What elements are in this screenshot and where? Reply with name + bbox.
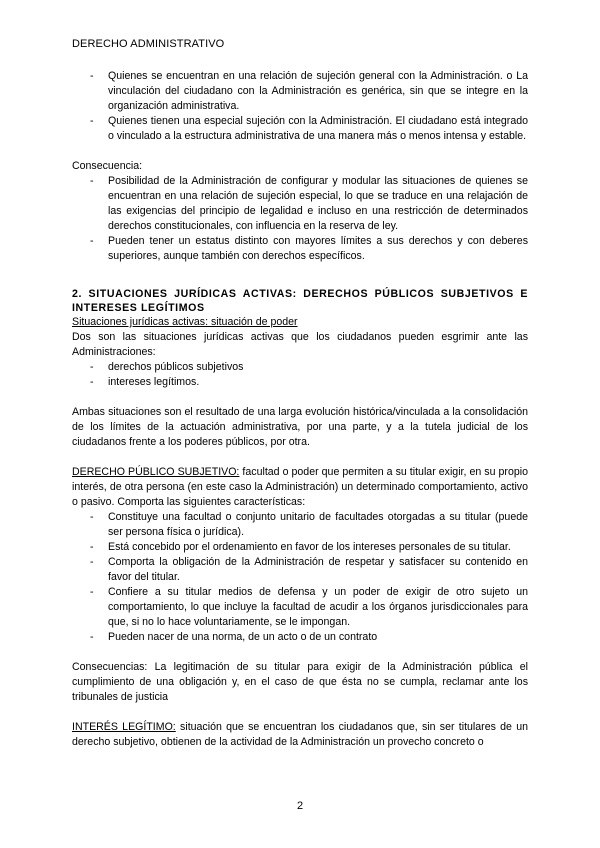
list-item: - Confiere a su titular medios de defensa y un poder de exigir de otro sujeto un comportamiento, lo que incluye la facultad de acudir a los órganos jurisdiccionales para que, si no lo hace voluntariamente, se le impongan. <box>72 585 528 630</box>
consecuencias-paragraph: Consecuencias: La legitimación de su titular para exigir de la Administración pública el cumplimiento de una obligación y, en el caso de que ésta no se cumpla, reclamar ante los tribunales de justicia <box>72 661 528 703</box>
running-header: DERECHO ADMINISTRATIVO <box>72 38 225 50</box>
consecuencia-list <box>72 174 528 264</box>
list-item: - Quienes tienen una especial sujeción con la Administración. El ciudadano está integrado o vinculado a la estructura administrativa de una manera más o menos intensa y estable. <box>72 114 528 144</box>
subheading: Situaciones jurídicas activas: situación de poder <box>72 316 298 328</box>
derecho-paragraph <box>72 465 528 510</box>
list-item: - Constituye una facultad o conjunto unitario de facultades otorgadas a su titular (puede ser persona física o jurídica). <box>72 510 528 540</box>
list-item: - Pueden nacer de una norma, de un acto o de un contrato <box>72 630 528 645</box>
list-item: - Quienes se encuentran en una relación de sujeción general con la Administración. o La vinculación del ciudadano con la Administración es genérica, sin que se integre en la organización administrativa. <box>72 69 528 114</box>
situations-list <box>72 360 528 390</box>
page-content <box>72 69 528 750</box>
derecho-term: DERECHO PÚBLICO SUBJETIVO: <box>72 466 240 478</box>
interes-term: INTERÉS LEGÍTIMO: <box>72 721 176 733</box>
list-item: - Posibilidad de la Administración de configurar y modular las situaciones de quienes se encuentran en una relación de sujeción especial, lo que se traduce en una relajación de las exigencias del principio de legalidad e incluso en una restricción de determinados derechos constitucionales, con influencia en la reserva de ley. <box>72 174 528 234</box>
section-heading: 2. SITUACIONES JURÍDICAS ACTIVAS: DERECHOS PÚBLICOS SUBJETIVOS E INTERESES LEGÍTIMOS <box>72 288 528 314</box>
consecuencia-label: Consecuencia: <box>72 160 143 172</box>
list-item: - Pueden tener un estatus distinto con mayores límites a sus derechos y con deberes superiores, aunque también con derechos específicos. <box>72 234 528 264</box>
list-item: - Está concebido por el ordenamiento en favor de los intereses personales de su titular. <box>72 540 528 555</box>
interes-definition: situación que se encuentran los ciudadanos que, sin ser titulares de un derecho subjetivo, obtienen de la actividad de la Administración un provecho concreto o <box>72 721 529 748</box>
list-item: - derechos públicos subjetivos <box>72 360 528 375</box>
derecho-definition: facultad o poder que permiten a su titular exigir, en su propio interés, de otra persona (en este caso la Administración) un determinado comportamiento, activo o pasivo. Comporta las siguientes características: <box>72 466 528 508</box>
intro-paragraph: Dos son las situaciones jurídicas activas que los ciudadanos pueden esgrimir ante las Administraciones: <box>72 331 528 358</box>
list-item: - Comporta la obligación de la Administración de respetar y satisfacer su contenido en favor del titular. <box>72 555 528 585</box>
interes-paragraph <box>72 720 528 750</box>
relation-list <box>72 69 528 144</box>
ambas-paragraph: Ambas situaciones son el resultado de una larga evolución histórica/vinculada a la consolidación de los límites de la actuación administrativa, por una parte, y a la tutela judicial de los ciudadanos frente a los poderes públicos, por otra. <box>72 406 528 448</box>
characteristics-list <box>72 510 528 645</box>
list-item: - intereses legítimos. <box>72 375 528 390</box>
page-number: 2 <box>296 800 304 812</box>
